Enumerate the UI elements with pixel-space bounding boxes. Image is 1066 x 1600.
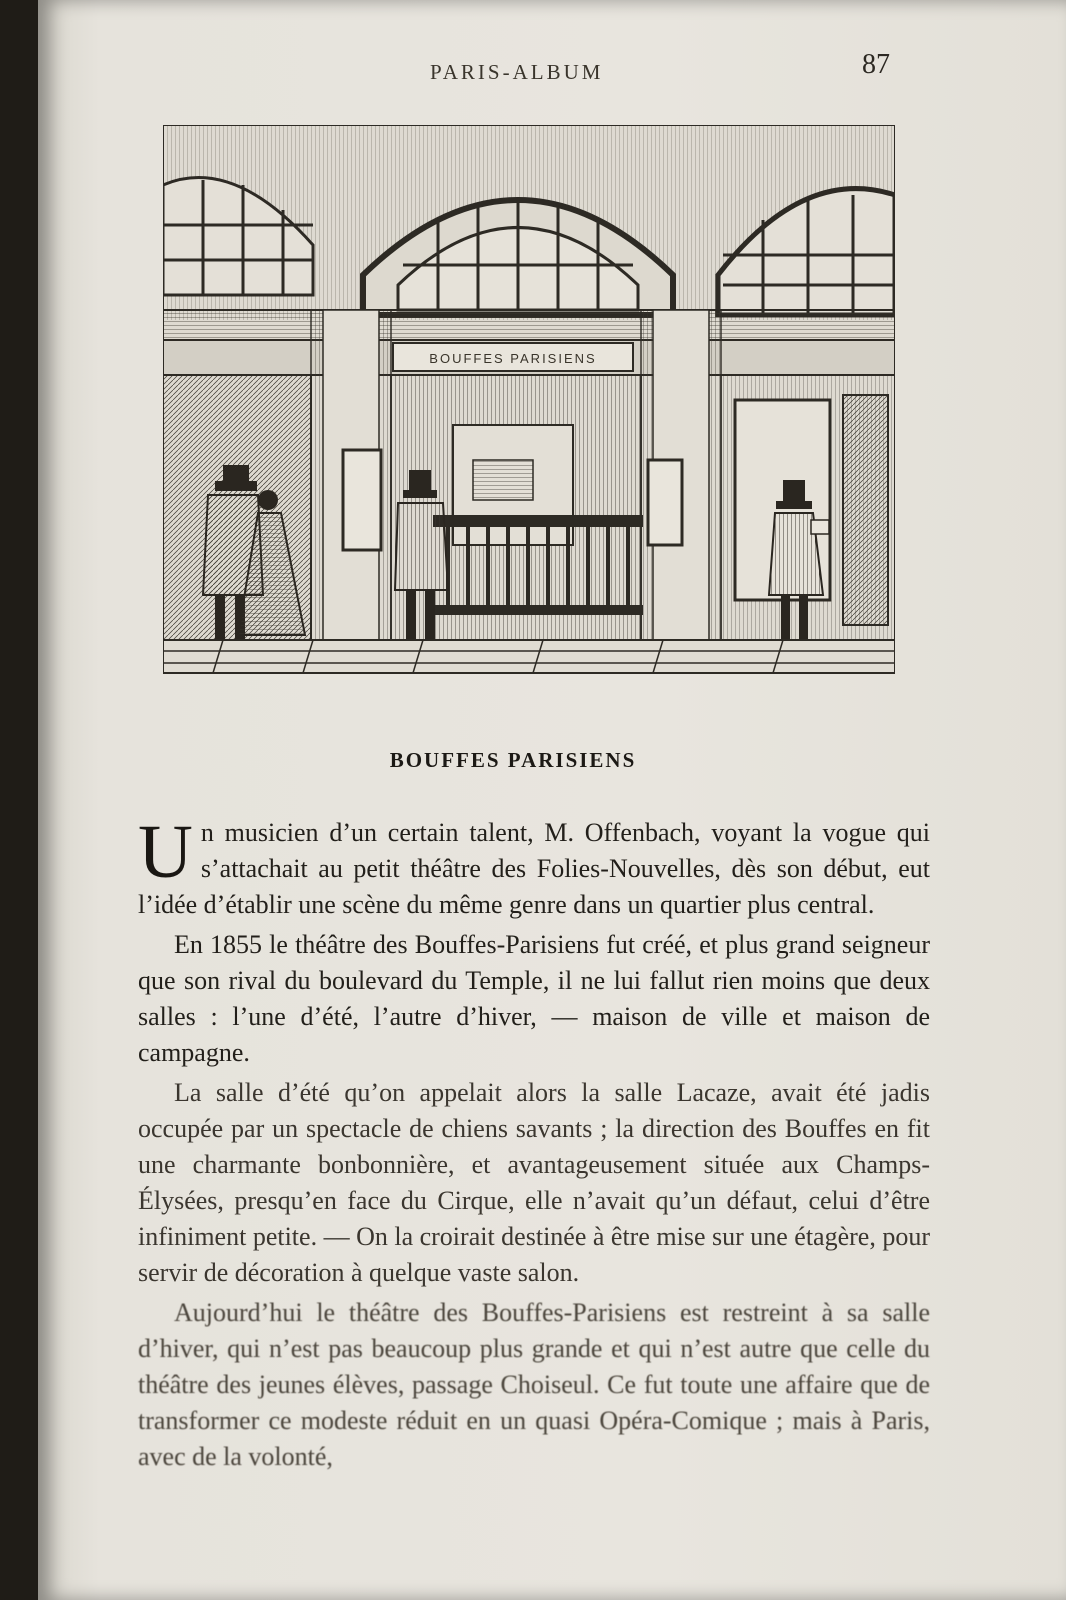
drop-cap: U [138,810,193,894]
paragraph-1 [138,810,930,923]
article-body [138,810,930,1479]
paragraph-3: La salle d’été qu’on appelait alors la salle Lacaze, avait été jadis occupée par un spectacle de chiens savants ; la direction des Bouffes en fit une charmante bonbonnière, et avantageusement située aux Champs-Élysées, presqu’en face du Cirque, elle n’avait qu’un défaut, celui d’être infiniment petite. — On la croirait destinée à être mise sur une étagère, pour servir de décoration à quelque vaste salon. [138,1078,930,1287]
paragraph-2: En 1855 le théâtre des Bouffes-Parisiens fut créé, et plus grand seigneur que son rival du boulevard du Temple, il ne lui fallut rien moins que deux salles : l’une d’été, l’autre d’hiver, — maison de ville et maison de campagne. [138,930,930,1067]
paragraph-4: Aujourd’hui le théâtre des Bouffes-Parisiens est restreint à sa salle d’hiver, qui n’est pas beaucoup plus grande et qui n’est autre que celle du théâtre des jeunes élèves, passage Choiseul. Ce fut toute une affaire que de transformer ce modeste réduit en un quasi Opéra-Comique ; mais à Paris, avec de la volonté, [138,1298,930,1471]
illustration-caption: BOUFFES PARISIENS [389,748,637,772]
sign-bouffes-parisiens: BOUFFES PARISIENS [429,351,597,366]
page-number: 87 [862,49,890,80]
paragraph-1-text: n musicien d’un certain talent, M. Offenbach, voyant la vogue qui s’attachait au petit théâtre des Folies-Nouvelles, dès son début, eut l’idée d’établir une scène du même genre dans un quartier plus central. [138,818,930,919]
running-head: PARIS-ALBUM [430,60,604,84]
engraving-illustration [163,125,895,690]
